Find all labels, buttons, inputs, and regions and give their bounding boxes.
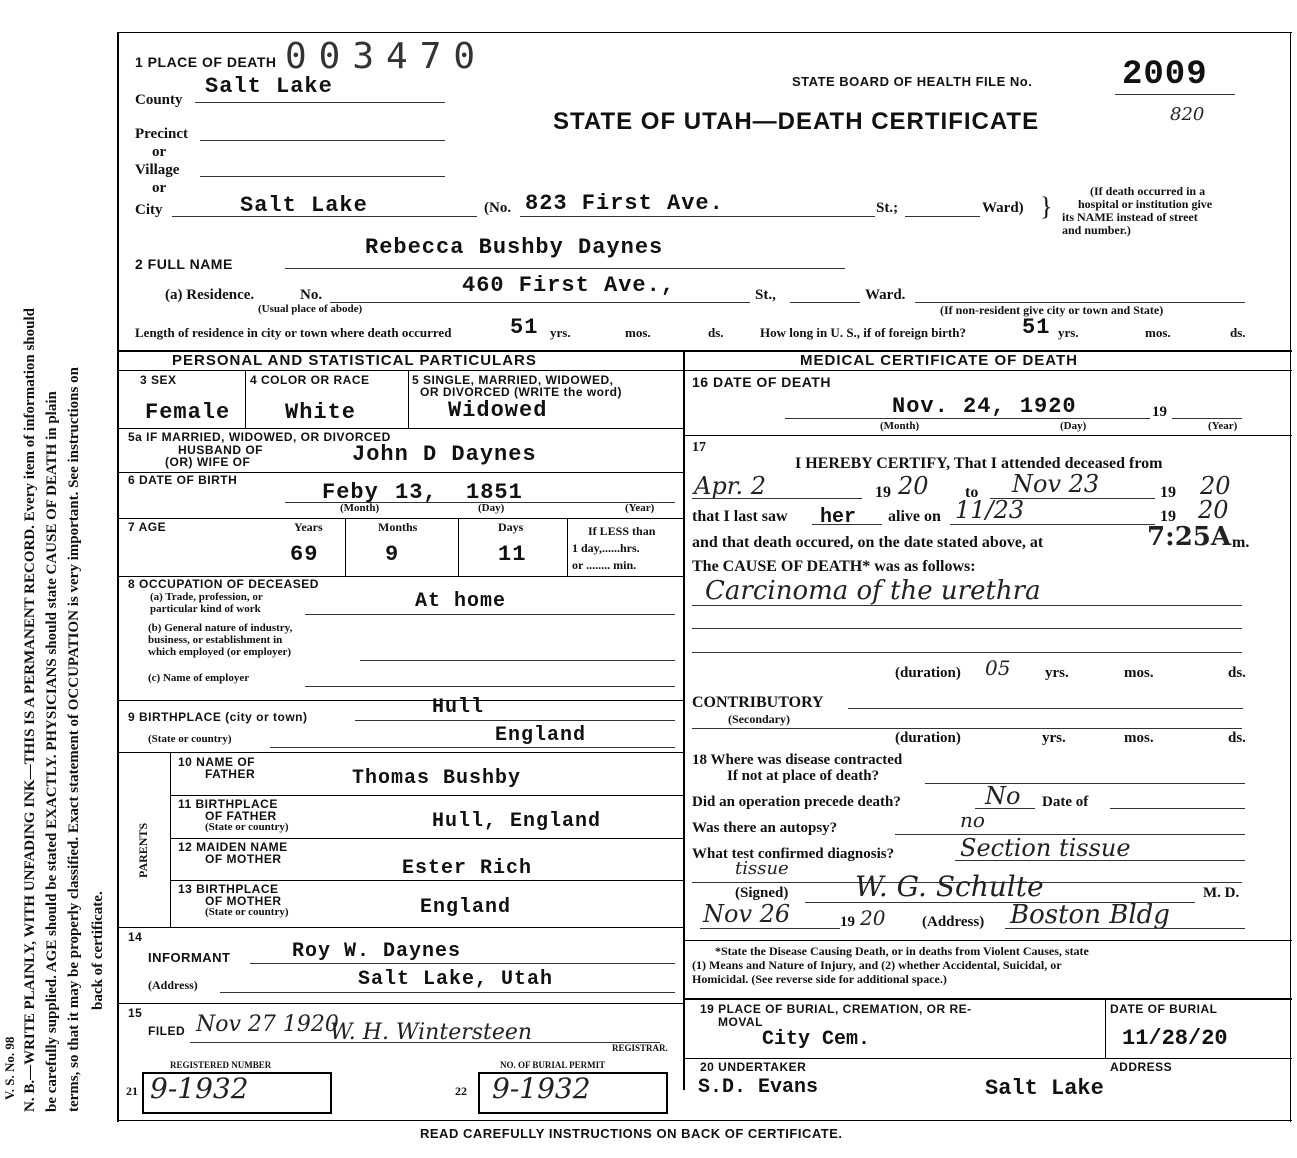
father-birthplace: Hull, England xyxy=(432,810,602,833)
time-of-death: 7:25A xyxy=(1147,522,1232,552)
certificate-title: STATE OF UTAH—DEATH CERTIFICATE xyxy=(553,108,1040,135)
no-label: (No. xyxy=(484,200,512,216)
cause-label: The CAUSE OF DEATH* was as follows: xyxy=(692,558,976,575)
village-label: Village xyxy=(135,162,180,178)
diagnosis-test: Section tissue xyxy=(960,834,1131,862)
informant-address: Salt Lake, Utah xyxy=(358,968,554,991)
side-instructions-4: back of certificate. xyxy=(90,891,106,1010)
length-residence-years: 51 xyxy=(510,315,539,340)
dob-day: 13, xyxy=(395,480,438,505)
file-annotation: 820 xyxy=(1170,104,1205,125)
footer-instructions: READ CAREFULLY INSTRUCTIONS ON BACK OF CERTIFICATE. xyxy=(420,1126,843,1141)
top-border xyxy=(117,32,1292,33)
parents-label: PARENTS xyxy=(136,822,150,878)
age-years: 69 xyxy=(290,542,319,567)
signature-date: Nov 26 xyxy=(703,900,791,928)
mother-birthplace: England xyxy=(420,896,512,919)
occupation-value: At home xyxy=(415,590,507,613)
filed-date: Nov 27 1920 xyxy=(196,1012,339,1037)
informant-label: INFORMANT xyxy=(148,950,231,965)
registrar-signature: W. H. Wintersteen xyxy=(330,1020,533,1045)
birthplace-city: Hull xyxy=(432,696,485,719)
left-border xyxy=(117,32,119,1122)
cause-duration: 05 xyxy=(985,656,1011,680)
undertaker-name: S.D. Evans xyxy=(698,1076,819,1099)
last-seen-date: 11/23 xyxy=(955,496,1025,524)
us-residence-label: How long in U. S., if of foreign birth? xyxy=(760,325,966,340)
informant-value: Roy W. Daynes xyxy=(292,940,462,963)
precinct-label: Precinct xyxy=(135,126,189,142)
full-name-value: Rebecca Bushby Daynes xyxy=(365,235,664,260)
pronoun: her xyxy=(820,506,857,529)
filed-label: FILED xyxy=(148,1024,186,1038)
physician-signature: W. G. Schulte xyxy=(855,870,1044,903)
cause-of-death: Carcinoma of the urethra xyxy=(705,576,1041,606)
burial-permit-number: 9-1932 xyxy=(492,1072,591,1105)
mother-name: Ester Rich xyxy=(402,857,533,880)
father-name: Thomas Bushby xyxy=(352,767,522,790)
right-border xyxy=(1290,32,1291,1122)
birthplace-country: England xyxy=(495,724,587,747)
age-days: 11 xyxy=(498,542,527,567)
marital-value: Widowed xyxy=(448,398,548,423)
race-value: White xyxy=(285,400,357,425)
length-residence-label: Length of residence in city or town where death occurred xyxy=(135,325,452,340)
date-of-death: Nov. 24, 1920 xyxy=(892,394,1077,419)
residence-value: 460 First Ave., xyxy=(462,273,676,298)
personal-section-title: PERSONAL AND STATISTICAL PARTICULARS xyxy=(172,352,537,369)
burial-place: City Cem. xyxy=(762,1028,871,1051)
side-instructions-3: terms, so that it may be properly classified. Exact statement of OCCUPATION is very important. See instructions on xyxy=(66,367,82,1112)
vs-number: V. S. No. 98 xyxy=(2,1036,17,1100)
attended-to: Nov 23 xyxy=(1012,470,1100,498)
registered-number: 9-1932 xyxy=(150,1072,249,1105)
address-value: 823 First Ave. xyxy=(525,191,724,216)
autopsy-answer: no xyxy=(960,808,985,832)
burial-date: 11/28/20 xyxy=(1122,1026,1228,1051)
dob-year: 1851 xyxy=(466,480,523,505)
side-instructions-2: be carefully supplied. AGE should be stated EXACTLY. PHYSICIANS should state CAUSE OF DEATH in plain xyxy=(44,391,60,1112)
spouse-value: John D Daynes xyxy=(352,442,537,467)
operation-answer: No xyxy=(985,782,1021,810)
undertaker-address: Salt Lake xyxy=(985,1076,1104,1101)
file-number: 2009 xyxy=(1122,56,1208,94)
file-number-label: STATE BOARD OF HEALTH FILE No. xyxy=(792,74,1033,89)
city-label: City xyxy=(135,202,163,218)
physician-address: Boston Bldg xyxy=(1010,900,1170,930)
full-name-label: 2 FULL NAME xyxy=(135,256,233,272)
attended-from: Apr. 2 xyxy=(694,472,767,500)
county-value: Salt Lake xyxy=(205,74,333,99)
county-label: County xyxy=(135,92,183,108)
age-months: 9 xyxy=(385,542,400,567)
dob-month: Feby xyxy=(322,480,379,505)
sex-value: Female xyxy=(145,400,231,425)
us-residence-years: 51 xyxy=(1022,315,1051,340)
side-instructions-1: N. B.—WRITE PLAINLY, WITH UNFADING INK—THIS IS A PERMANENT RECORD. Every item of information should xyxy=(22,308,38,1112)
contributory-label: CONTRIBUTORY xyxy=(692,694,824,711)
certify-statement: I HEREBY CERTIFY, That I attended deceased from xyxy=(795,455,1163,472)
city-value: Salt Lake xyxy=(240,193,368,218)
medical-section-title: MEDICAL CERTIFICATE OF DEATH xyxy=(800,352,1078,369)
stamp-number: 003470 xyxy=(285,36,488,77)
place-of-death-label: 1 PLACE OF DEATH xyxy=(135,54,277,70)
center-divider xyxy=(683,350,685,1090)
